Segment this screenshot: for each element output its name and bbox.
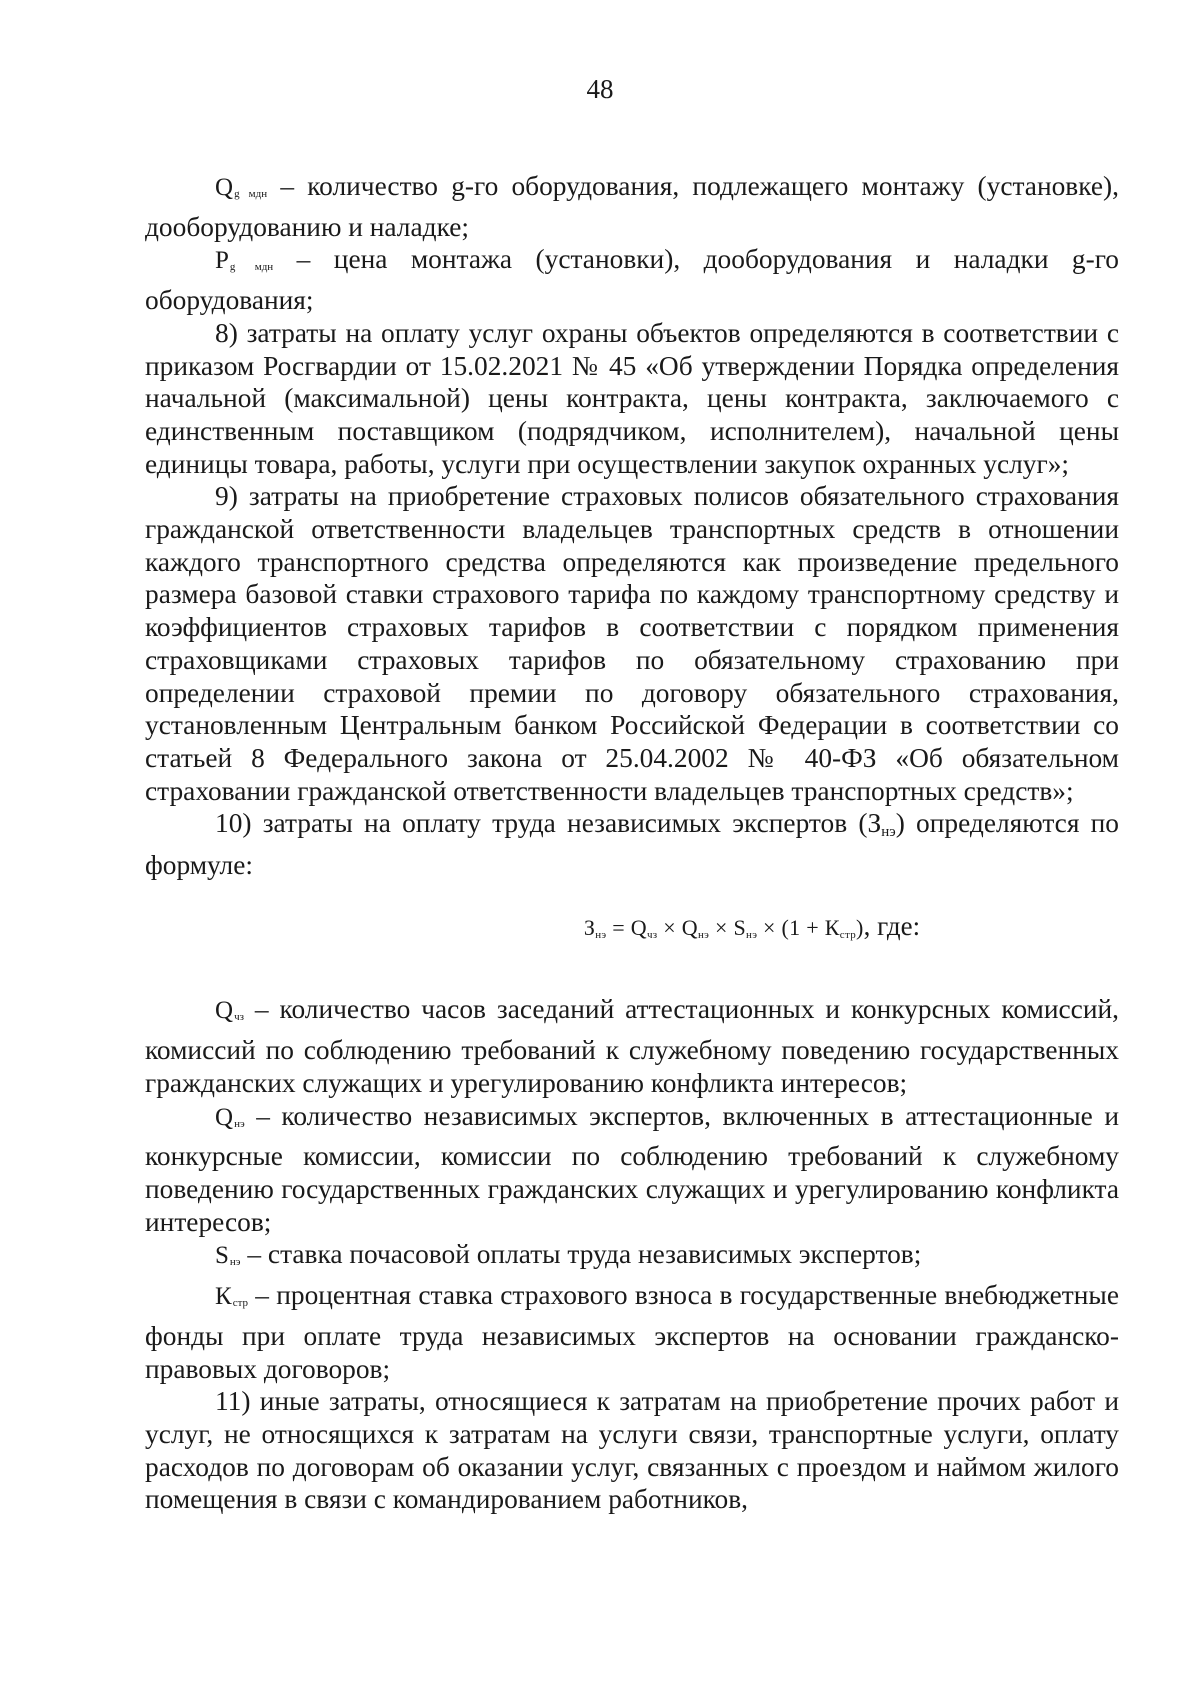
document-body [145,170,1119,1516]
formula-suffix: , где: [863,910,921,941]
paragraph-q-ne [145,1100,1119,1239]
formula-expert-costs [145,910,1119,952]
paragraph-item-8: 8) затраты на оплату услуг охраны объектов определяются в соответствии с приказом Росгвардии от 15.02.2021 № 45 «Об утверждении Порядка определения начальной (максимальной) цены контракта, цены контракта, заключаемого с единственным поставщиком (подрядчиком, исполнителем), начальной цены единицы товара, работы, услуги при осуществлении закупок охранных услуг»; [145,317,1119,479]
paragraph-k-str [145,1279,1119,1385]
paragraph-item-11: 11) иные затраты, относящиеся к затратам на приобретение прочих работ и услуг, не относящихся к затратам на услуги связи, транспортные услуги, оплату расходов по договорам об оказании услуг, связанных с проездом и наймом жилого помещения в связи с командированием работников, [145,1386,1119,1515]
symbol-p-g-mdn: $P_{g мдн}$ [215,247,274,275]
symbol-s-ne: $S_{нэ}$ [215,1242,241,1270]
paragraph-text: – количество g-го оборудования, подлежащего монтажу (установке), дооборудованию и наладке; [145,171,1119,242]
subscript-ne: нэ [881,824,896,841]
paragraph-item-9: 9) затраты на приобретение страховых полисов обязательного страхования гражданской ответственности владельцев транспортных средств в отношении каждого транспортного средства определяются как произведение предельного размера базовой ставки страхового тарифа по каждому транспортному средству и коэффициентов страховых тарифов в соответствии с порядком применения страховщиками страховых тарифов по обязательному страхованию при определении страховой премии по договору обязательного страхования, установленным Центральным банком Российской Федерации в соответствии со статьей 8 Федерального закона от 25.04.2002 № 40-ФЗ «Об обязательном страховании гражданской ответственности владельцев транспортных средств»; [145,481,1119,806]
paragraph-text: – количество независимых экспертов, включенных в аттестационные и конкурсные комиссии, комиссии по соблюдению требований к служебному поведению государственных гражданских служащих и урегулированию конфликта интересов; [145,1100,1119,1237]
symbol-q-ne: $Q_{нэ}$ [215,1103,245,1131]
paragraph-s-ne [145,1238,1119,1279]
paragraph-q-g-mdn [145,170,1119,243]
paragraph-text: – цена монтажа (установки), дооборудования и наладки g-го оборудования; [145,244,1119,316]
symbol-q-chz: $Q_{чз}$ [215,997,244,1025]
paragraph-text: – ставка почасовой оплаты труда независимых экспертов; [240,1239,922,1270]
paragraph-text: – количество часов заседаний аттестационных и конкурсных комиссий, комиссий по соблюдению требований к служебному поведению государственных гражданских служащих и урегулированию конфликта интересов; [145,994,1119,1098]
symbol-q-g-mdn: $Q_{g мдн}$ [215,174,268,201]
formula-expression: $З_{нэ} = Q_{чз} \times Q_{нэ} \times S_{нэ} \times (1 + К_{стр})$ [583,914,864,941]
paragraph-q-chz [145,993,1119,1099]
paragraph-item-10: 10) затраты на оплату труда независимых экспертов (Знэ) определяются по формуле: [145,808,1120,881]
paragraph-text: – процентная ставка страхового взноса в государственные внебюджетные фонды при оплате труда независимых экспертов на основании гражданско-правовых договоров; [145,1280,1119,1384]
symbol-k-str: $К_{стр}$ [215,1283,249,1311]
page-number: 48 [586,74,614,104]
paragraph-p-g-mdn [145,243,1119,316]
